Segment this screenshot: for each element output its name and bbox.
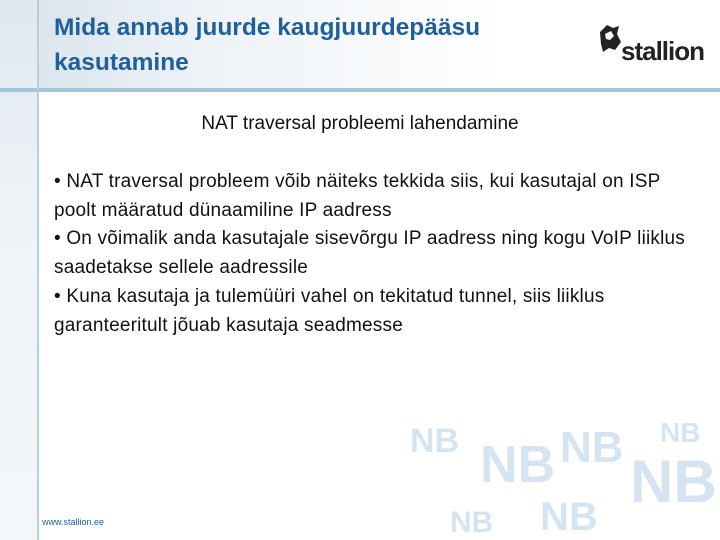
svg-text:NB: NB — [540, 495, 598, 539]
svg-text:NB: NB — [480, 436, 556, 494]
nb-watermark — [390, 412, 720, 540]
bullet-item: • NAT traversal probleem võib näiteks tekkida siis, kui kasutajal on ISP poolt määratud dünaamiline IP aadress — [54, 171, 661, 221]
bullet-list — [54, 168, 694, 340]
header-divider — [0, 88, 720, 92]
slide-subtitle: NAT traversal probleemi lahendamine — [201, 113, 519, 134]
bullet-item: • Kuna kasutaja ja tulemüüri vahel on tekitatud tunnel, siis liiklus garanteeritult jõuab kasutaja seadmesse — [54, 285, 605, 336]
left-band — [0, 0, 37, 540]
footer-url: www.stallion.ee — [42, 517, 105, 527]
svg-text:NB: NB — [450, 506, 494, 539]
svg-text:NB: NB — [410, 422, 460, 460]
left-divider — [37, 0, 39, 540]
stallion-logo — [597, 22, 707, 68]
svg-text:NB: NB — [660, 417, 701, 448]
logo-text: stallion — [621, 36, 705, 66]
horse-head-icon — [600, 25, 621, 52]
bullet-item: • On võimalik anda kasutajale sisevõrgu IP aadress ning kogu VoIP liiklus saadetakse sellele aadressile — [54, 228, 686, 279]
slide-title: Mida annab juurde kaugjuurdepääsu kasutamine — [54, 14, 481, 76]
svg-text:NB: NB — [560, 423, 624, 472]
svg-text:NB: NB — [630, 448, 717, 515]
